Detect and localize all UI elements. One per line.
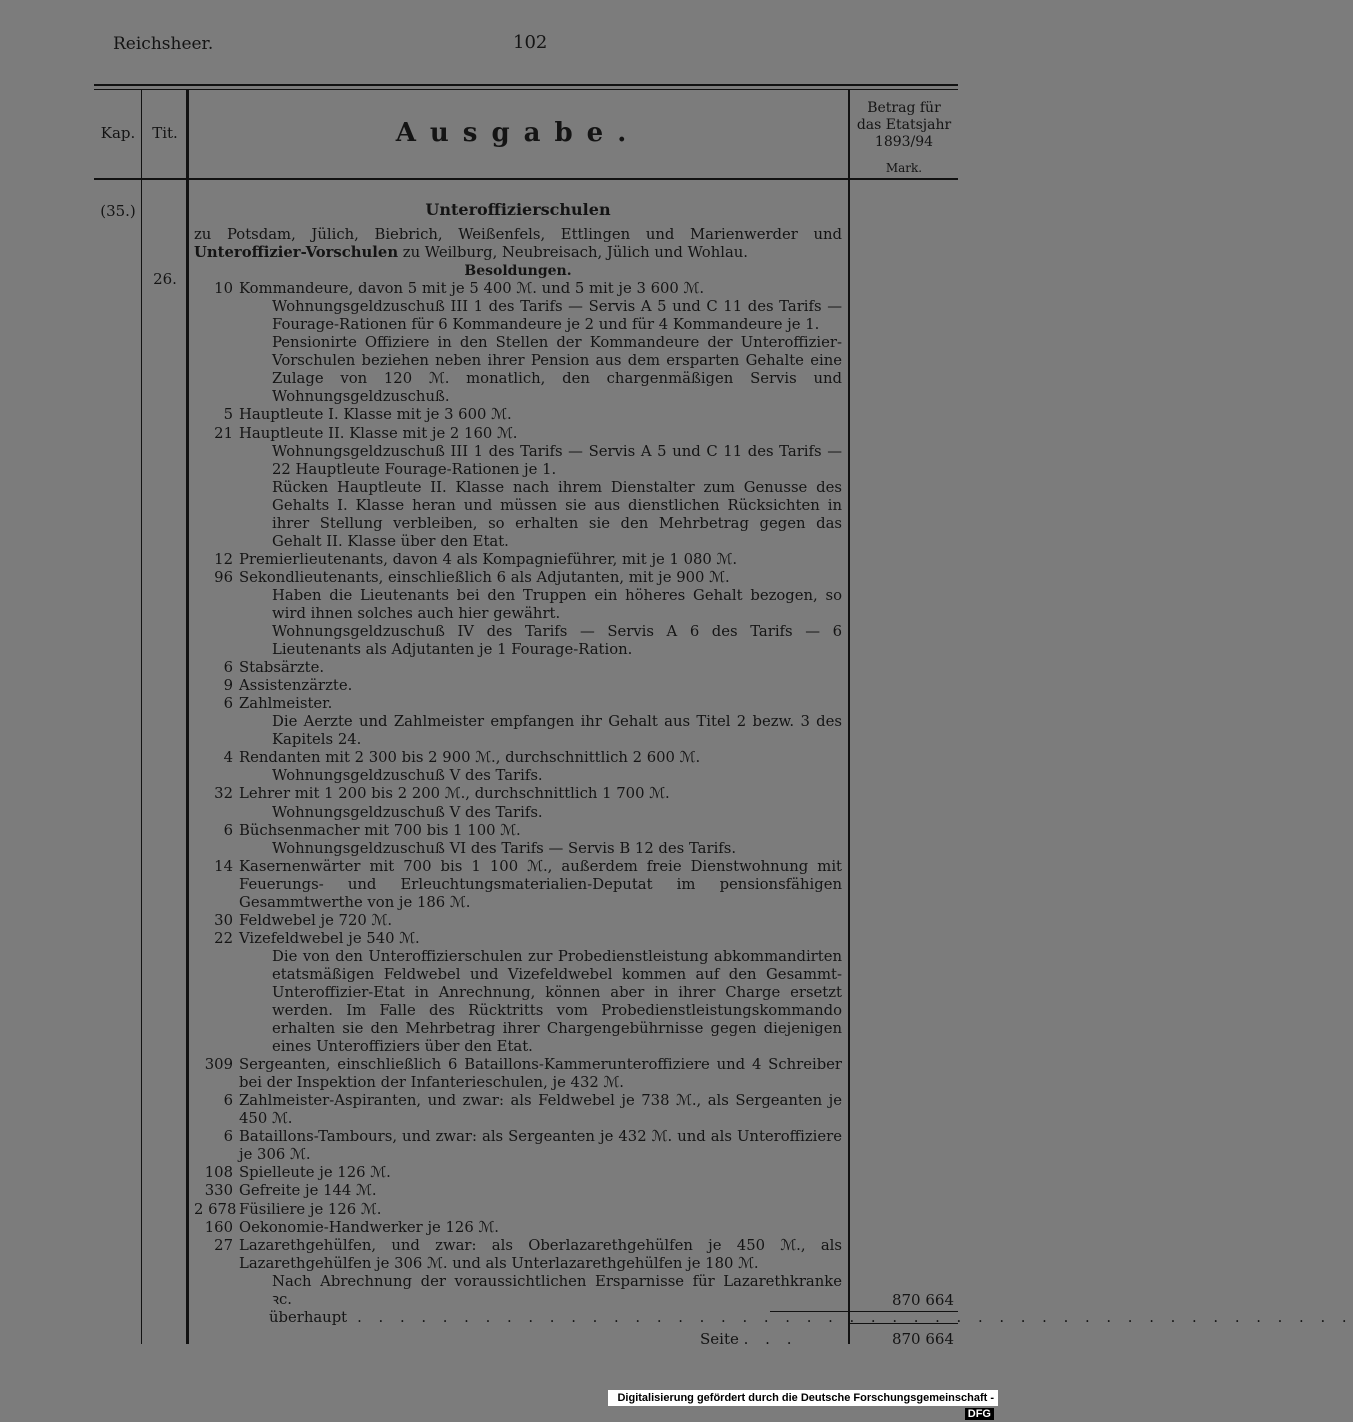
entry-row bbox=[194, 677, 842, 695]
entry-text: Hauptleute II. Klasse mit je 2 160 ℳ. bbox=[239, 424, 518, 442]
entry-text: Gefreite je 144 ℳ. bbox=[239, 1182, 377, 1200]
amount-column-rule bbox=[848, 89, 850, 1344]
entry-note: Die von den Unteroffizierschulen zur Probedienstleistung abkommandirten etatsmäßigen Feldwebel und Vizefeldwebel kommen auf den Gesammt-Unteroffizier-Etat in Anrechnung, können aber in ihrer Charge ersetzt werden. Im Falle des Rücktritts vom Probedienstleistungskommando erhalten sie den Mehrbetrag ihrer Chargengebührnisse gegen diejenigen eines Unteroffiziers über den Etat. bbox=[272, 947, 842, 1056]
entry-row bbox=[194, 1092, 842, 1128]
betrag-line-1: Betrag für bbox=[867, 100, 941, 116]
entry-count: 22 bbox=[214, 929, 233, 947]
entry-count: 6 bbox=[223, 695, 233, 713]
entry-count: 32 bbox=[214, 785, 233, 803]
header-betrag bbox=[850, 100, 958, 151]
entry-text: Zahlmeister. bbox=[239, 695, 333, 713]
entry-count: 21 bbox=[214, 424, 233, 442]
entry-note: Die Aerzte und Zahlmeister empfangen ihr Gehalt aus Titel 2 bezw. 3 des Kapitels 24. bbox=[272, 713, 842, 749]
entry-count: 96 bbox=[214, 568, 233, 586]
header-kap: Kap. bbox=[100, 124, 136, 142]
kapitel-number: (35.) bbox=[100, 202, 136, 220]
entry-row bbox=[194, 280, 842, 298]
entries-list bbox=[194, 280, 842, 1309]
page-number: 102 bbox=[513, 32, 548, 53]
entry-count: 14 bbox=[214, 857, 233, 875]
subtitle-bold: Unteroffizier-Vorschulen bbox=[194, 244, 399, 262]
entry-row bbox=[194, 1219, 842, 1237]
entry-text: Rendanten mit 2 300 bis 2 900 ℳ., durchschnittlich 2 600 ℳ. bbox=[239, 749, 701, 767]
betrag-line-2: das Etatsjahr bbox=[856, 117, 952, 133]
entry-note: Haben die Lieutenants bei den Truppen ein höheres Gehalt bezogen, so wird ihnen solches auch hier gewährt. bbox=[272, 586, 842, 622]
entry-row bbox=[194, 822, 842, 840]
entry-row bbox=[194, 1182, 842, 1200]
dfg-logo: DFG bbox=[965, 1408, 994, 1420]
entry-text: Lazarethgehülfen, und zwar: als Oberlazarethgehülfen je 450 ℳ., als Lazarethgehülfen je 306 ℳ. und als Unterlazarethgehülfen je 180 ℳ. bbox=[239, 1236, 842, 1272]
entry-text: Hauptleute I. Klasse mit je 3 600 ℳ. bbox=[239, 406, 512, 424]
top-double-rule bbox=[94, 84, 958, 86]
titel-number: 26. bbox=[153, 270, 177, 288]
entry-count: 6 bbox=[223, 1128, 233, 1146]
betrag-line-3: 1893/94 bbox=[874, 134, 934, 150]
entry-count: 309 bbox=[204, 1056, 233, 1074]
seite-label: Seite . . . bbox=[700, 1330, 798, 1348]
entry-row bbox=[194, 858, 842, 912]
entry-row bbox=[194, 695, 842, 713]
entry-row bbox=[194, 551, 842, 569]
entry-note: Pensionirte Offiziere in den Stellen der Kommandeure der Unteroffizier-Vorschulen beziehen neben ihrer Pension aus dem ersparten Gehalte eine Zulage von 120 ℳ. monatlich, den chargenmäßigen Servis und Wohnungsgeldzuschuß. bbox=[272, 334, 842, 406]
entry-row bbox=[194, 659, 842, 677]
entry-count: 160 bbox=[204, 1218, 233, 1236]
entry-row bbox=[194, 425, 842, 443]
header-rule bbox=[94, 178, 958, 180]
entry-text: Zahlmeister-Aspiranten, und zwar: als Feldwebel je 738 ℳ., als Sergeanten je 450 ℳ. bbox=[239, 1092, 842, 1128]
entry-count: 6 bbox=[223, 821, 233, 839]
entry-note: Wohnungsgeldzuschuß V des Tarifs. bbox=[272, 803, 543, 821]
entry-text: Kommandeure, davon 5 mit je 5 400 ℳ. und 5 mit je 3 600 ℳ. bbox=[239, 280, 705, 298]
total-amount: 870 664 bbox=[891, 1291, 954, 1309]
entry-note: Rücken Hauptleute II. Klasse nach ihrem Dienstalter zum Genusse des Gehalts I. Klasse heran und müssen sie aus dienstlichen Rücksichten in ihrer Stellung verbleiben, so erhalten sie den Mehrbetrag gegen das Gehalt II. Klasse über den Etat. bbox=[272, 478, 842, 550]
entry-count: 6 bbox=[223, 1092, 233, 1110]
entry-count: 10 bbox=[214, 280, 233, 298]
entry-count: 9 bbox=[223, 677, 233, 695]
entry-note: Nach Abrechnung der voraussichtlichen Ersparnisse für Lazarethkranke ꝛc. bbox=[272, 1272, 842, 1308]
besoldungen-heading: Besoldungen. bbox=[464, 263, 572, 280]
entry-text: Büchsenmacher mit 700 bis 1 100 ℳ. bbox=[239, 821, 521, 839]
leader-dots: . . . . . . . . . . . . . . . . . . . . . . . . . . . . . . . . . . . . . . . . . . . . . . . bbox=[357, 1308, 1353, 1326]
entry-text: Lehrer mit 1 200 bis 2 200 ℳ., durchschnittlich 1 700 ℳ. bbox=[239, 785, 670, 803]
entry-row bbox=[194, 406, 842, 424]
subtitle-pre: zu Potsdam, Jülich, Biebrich, Weißenfels, Ettlingen und Marienwerder und bbox=[194, 226, 842, 243]
entry-text: Bataillons-Tambours, und zwar: als Sergeanten je 432 ℳ. und als Unteroffiziere je 306 ℳ. bbox=[239, 1128, 842, 1164]
entry-note: Wohnungsgeldzuschuß VI des Tarifs — Servis B 12 des Tarifs. bbox=[272, 839, 737, 857]
entry-text: Spielleute je 126 ℳ. bbox=[239, 1164, 391, 1182]
entry-note: Wohnungsgeldzuschuß IV des Tarifs — Servis A 6 des Tarifs — 6 Lieutenants als Adjutanten je 1 Fourage-Ration. bbox=[272, 623, 842, 659]
entry-note: Wohnungsgeldzuschuß III 1 des Tarifs — Servis A 5 und C 11 des Tarifs — 22 Hauptleute Fourage-Rationen je 1. bbox=[272, 442, 842, 478]
entry-count: 27 bbox=[214, 1236, 233, 1254]
entry-row bbox=[194, 1237, 842, 1273]
header-ausgabe: Ausgabe. bbox=[395, 118, 641, 148]
entry-text: Sergeanten, einschließlich 6 Bataillons-Kammerunteroffiziere und 4 Schreiber bei der Inspektion der Infanterieschulen, je 432 ℳ. bbox=[239, 1056, 842, 1092]
entry-text: Premierlieutenants, davon 4 als Kompagnieführer, mit je 1 080 ℳ. bbox=[239, 550, 738, 568]
entry-text: Stabsärzte. bbox=[239, 659, 325, 677]
entry-note: Wohnungsgeldzuschuß III 1 des Tarifs — Servis A 5 und C 11 des Tarifs — Fourage-Rationen für 6 Kommandeure je 2 und für 4 Kommandeure je 1. bbox=[272, 298, 842, 334]
entry-note: Wohnungsgeldzuschuß V des Tarifs. bbox=[272, 767, 543, 785]
entry-row bbox=[194, 912, 842, 930]
section-title: Unteroffizierschulen bbox=[425, 200, 611, 219]
entry-count: 30 bbox=[214, 911, 233, 929]
entry-count: 2 678 bbox=[194, 1200, 237, 1218]
entry-text: Kasernenwärter mit 700 bis 1 100 ℳ., außerdem freie Dienstwohnung mit Feuerungs- und Erleuchtungsmaterialien-Deputat im pensionsfähigen Gesammtwerthe von je 186 ℳ. bbox=[239, 857, 842, 911]
running-head: Reichsheer. bbox=[113, 34, 214, 54]
entry-count: 6 bbox=[223, 659, 233, 677]
section-subtitle bbox=[194, 226, 842, 262]
header-tit: Tit. bbox=[152, 124, 178, 142]
entry-text: Oekonomie-Handwerker je 126 ℳ. bbox=[239, 1218, 499, 1236]
entry-count: 4 bbox=[223, 749, 233, 767]
ueberhaupt-row bbox=[194, 1308, 1353, 1327]
entry-row bbox=[194, 1056, 842, 1092]
dfg-footer bbox=[608, 1390, 998, 1420]
entry-count: 5 bbox=[223, 406, 233, 424]
entry-text: Assistenzärzte. bbox=[239, 677, 353, 695]
entry-count: 12 bbox=[214, 550, 233, 568]
entry-row bbox=[194, 930, 842, 948]
entry-text: Füsiliere je 126 ℳ. bbox=[239, 1200, 382, 1218]
entry-count: 108 bbox=[204, 1164, 233, 1182]
top-double-rule-inner bbox=[94, 89, 958, 90]
entry-count: 330 bbox=[204, 1182, 233, 1200]
entry-row bbox=[194, 569, 842, 587]
header-mark: Mark. bbox=[885, 161, 923, 175]
entry-row bbox=[194, 1128, 842, 1164]
entry-text: Feldwebel je 720 ℳ. bbox=[239, 911, 393, 929]
subtitle-post: zu Weilburg, Neubreisach, Jülich und Wohlau. bbox=[398, 244, 749, 262]
entry-text: Sekondlieutenants, einschließlich 6 als Adjutanten, mit je 900 ℳ. bbox=[239, 568, 730, 586]
entry-row bbox=[194, 785, 842, 803]
entry-text: Vizefeldwebel je 540 ℳ. bbox=[239, 929, 420, 947]
seite-amount: 870 664 bbox=[891, 1330, 954, 1348]
entry-row bbox=[194, 1164, 842, 1182]
ueberhaupt-label: überhaupt bbox=[269, 1308, 348, 1326]
footer-text: Digitalisierung gefördert durch die Deutsche Forschungsgemeinschaft - bbox=[617, 1392, 994, 1404]
entry-row bbox=[194, 749, 842, 767]
entry-row bbox=[194, 1201, 842, 1219]
